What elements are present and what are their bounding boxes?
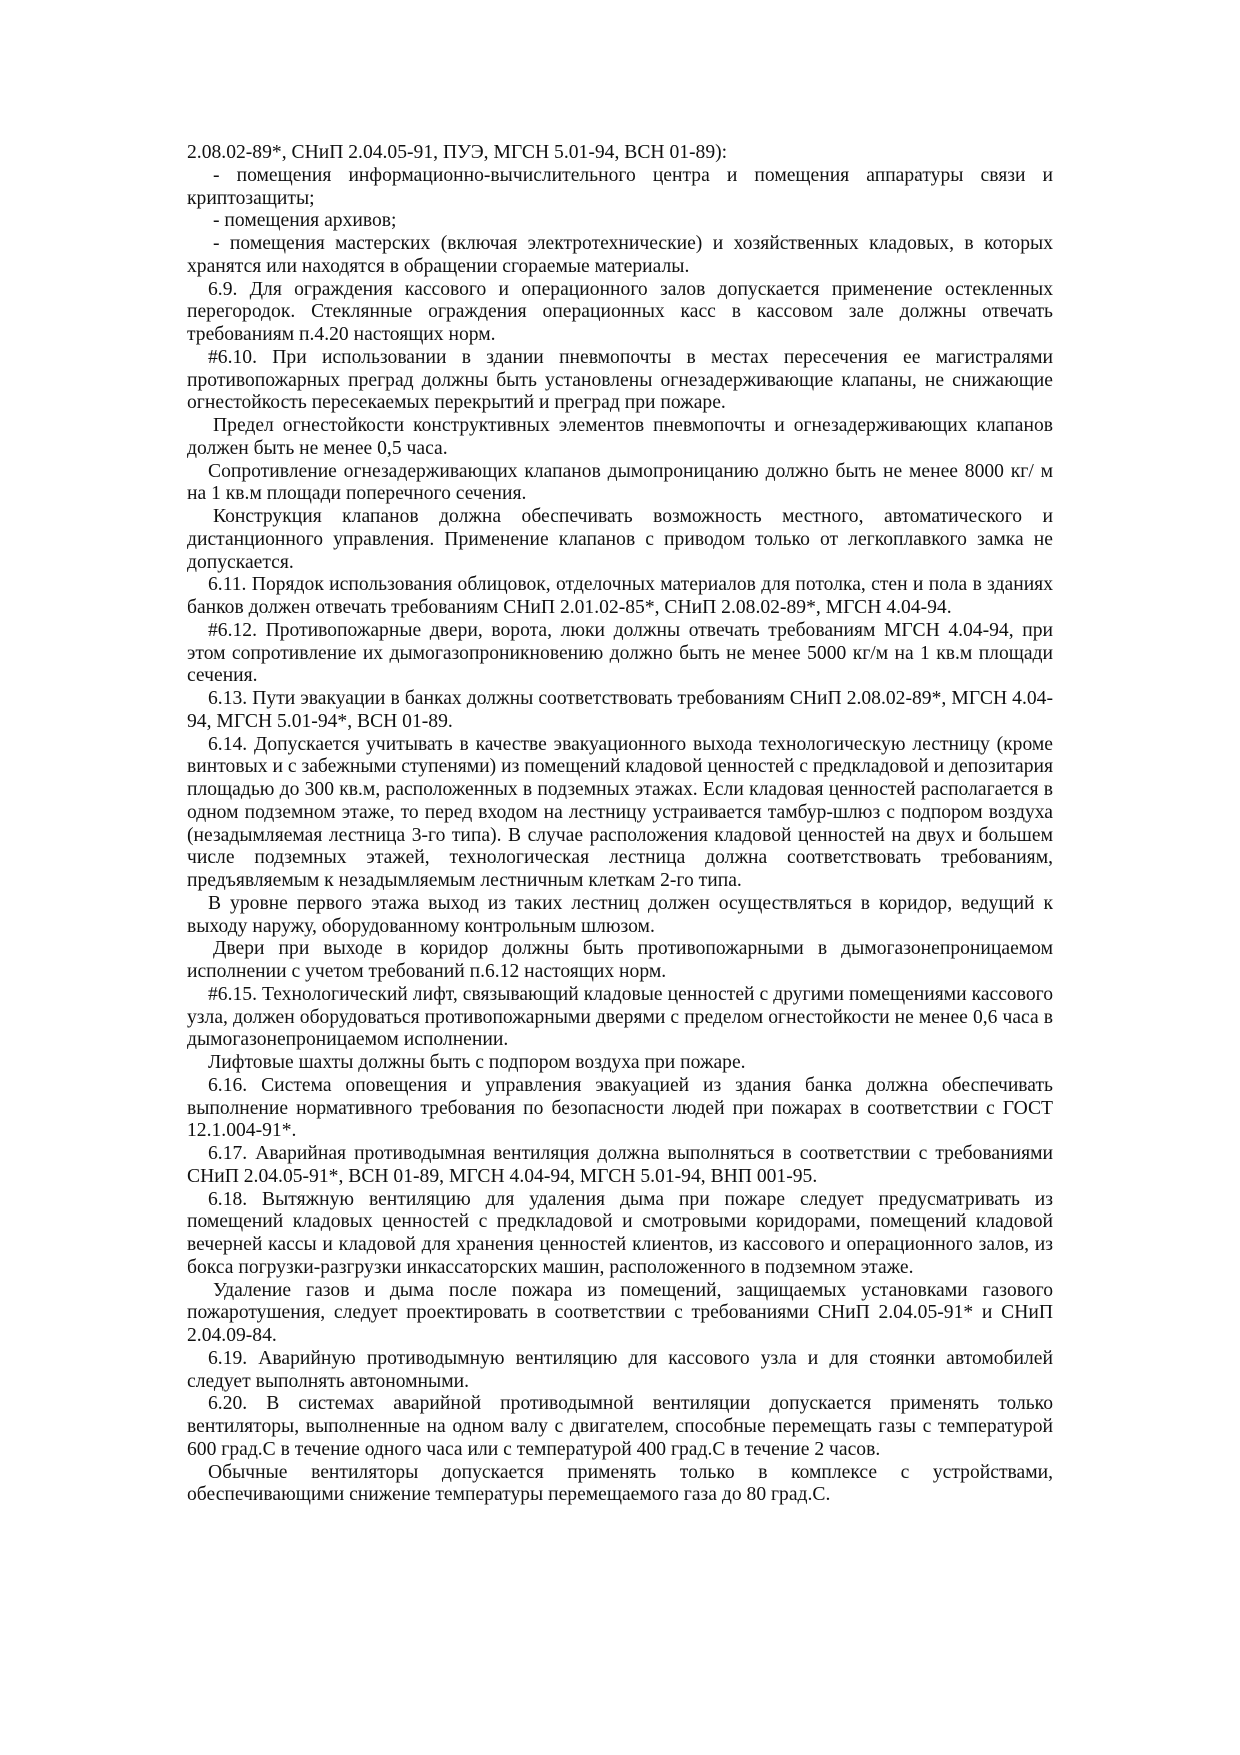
paragraph: 6.14. Допускается учитывать в качестве эвакуационного выхода технологическую лестницу (кроме винтовых и с забежными ступенями) из помещений кладовой ценностей с предкладовой и депозитария площадью до 300 кв.м, расположенных в подземных этажах. Если кладовая ценностей располагается в одном подземном этаже, то перед входом на лестницу устраивается тамбур-шлюз с подпором воздуха (незадымляемая лестница 3-го типа). В случае расположения кладовой ценностей на двух и большем числе подземных этажей, технологическая лестница должна соответствовать требованиям, предъявляемым к незадымляемым лестничным клеткам 2-го типа. [187,733,1053,891]
paragraph: - помещения информационно-вычислительного центра и помещения аппаратуры связи и криптозащиты; [187,164,1053,209]
paragraph: 6.19. Аварийную противодымную вентиляцию для кассового узла и для стоянки автомобилей следует выполнять автономными. [187,1347,1053,1392]
paragraph: Двери при выходе в коридор должны быть противопожарными в дымогазонепроницаемом исполнении с учетом требований п.6.12 настоящих норм. [187,938,1053,982]
paragraph: #6.10. При использовании в здании пневмопочты в местах пересечения ее магистралями противопожарных преград должны быть установлены огнезадерживающие клапаны, не снижающие огнестойкость пересекаемых перекрытий и преград при пожаре. [187,346,1053,414]
paragraph: 6.9. Для ограждения кассового и операционного залов допускается применение остекленных перегородок. Стеклянные ограждения операционных касс в кассовом зале должны отвечать требованиям п.4.20 настоящих норм. [187,278,1053,345]
paragraph: Предел огнестойкости конструктивных элементов пневмопочты и огнезадерживающих клапанов должен быть не менее 0,5 часа. [187,415,1053,459]
paragraph: 6.11. Порядок использования облицовок, отделочных материалов для потолка, стен и пола в зданиях банков должен отвечать требованиям СНиП 2.01.02-85*, СНиП 2.08.02-89*, МГСН 4.04-94. [187,574,1053,618]
paragraph: 6.20. В системах аварийной противодымной вентиляции допускается применять только вентиляторы, выполненные на одном валу с двигателем, способные перемещать газы с температурой 600 град.С в течение одного часа или с температурой 400 град.С в течение 2 часов. [187,1393,1053,1460]
paragraph: #6.15. Технологический лифт, связывающий кладовые ценностей с другими помещениями кассового узла, должен оборудоваться противопожарными дверями с пределом огнестойкости не менее 0,6 часа в дымогазонепроницаемом исполнении. [187,983,1053,1051]
document-page [187,142,1053,1507]
paragraph: 2.08.02-89*, СНиП 2.04.05-91, ПУЭ, МГСН 5.01-94, ВСН 01-89): [187,142,728,163]
paragraph: - помещения архивов; [213,210,397,232]
paragraph: 6.13. Пути эвакуации в банках должны соответствовать требованиям СНиП 2.08.02-89*, МГСН 4.04-94, МГСН 5.01-94*, ВСН 01-89. [187,688,1053,732]
paragraph: В уровне первого этажа выход из таких лестниц должен осуществляться в коридор, ведущий к выходу наружу, оборудованному контрольным шлюзом. [187,892,1053,937]
paragraph: 6.17. Аварийная противодымная вентиляция должна выполняться в соответствии с требованиями СНиП 2.04.05-91*, ВСН 01-89, МГСН 4.04-94, МГСН 5.01-94, ВНП 001-95. [187,1143,1053,1187]
paragraph: #6.12. Противопожарные двери, ворота, люки должны отвечать требованиям МГСН 4.04-94, при этом сопротивление их дымогазопроникновению должно быть не менее 5000 кг/м на 1 кв.м площади сечения. [187,619,1053,687]
paragraph: Лифтовые шахты должны быть с подпором воздуха при пожаре. [208,1052,746,1073]
paragraph: Конструкция клапанов должна обеспечивать возможность местного, автоматического и дистанционного управления. Применение клапанов с приводом только от легкоплавкого замка не допускается. [187,506,1053,573]
paragraph: Сопротивление огнезадерживающих клапанов дымопроницанию должно быть не менее 8000 кг/ м на 1 кв.м площади поперечного сечения. [187,460,1053,505]
paragraph: Обычные вентиляторы допускается применять только в комплексе с устройствами, обеспечивающими снижение температуры перемещаемого газа до 80 град.С. [187,1461,1053,1506]
paragraph: 6.18. Вытяжную вентиляцию для удаления дыма при пожаре следует предусматривать из помещений кладовых ценностей с предкладовой и смотровыми коридорами, помещений кладовой вечерней кассы и кладовой для хранения ценностей клиентов, из кассового и операционного залов, из бокса погрузки-разгрузки инкассаторских машин, расположенного в подземном этаже. [187,1188,1053,1278]
paragraph: - помещения мастерских (включая электротехнические) и хозяйственных кладовых, в которых хранятся или находятся в обращении сгораемые материалы. [187,233,1053,277]
paragraph: 6.16. Система оповещения и управления эвакуацией из здания банка должна обеспечивать выполнение нормативного требования по безопасности людей при пожарах в соответствии с ГОСТ 12.1.004-91*. [187,1074,1053,1142]
paragraph: Удаление газов и дыма после пожара из помещений, защищаемых установками газового пожаротушения, следует проектировать в соответствии с требованиями СНиП 2.04.05-91* и СНиП 2.04.09-84. [187,1279,1053,1346]
